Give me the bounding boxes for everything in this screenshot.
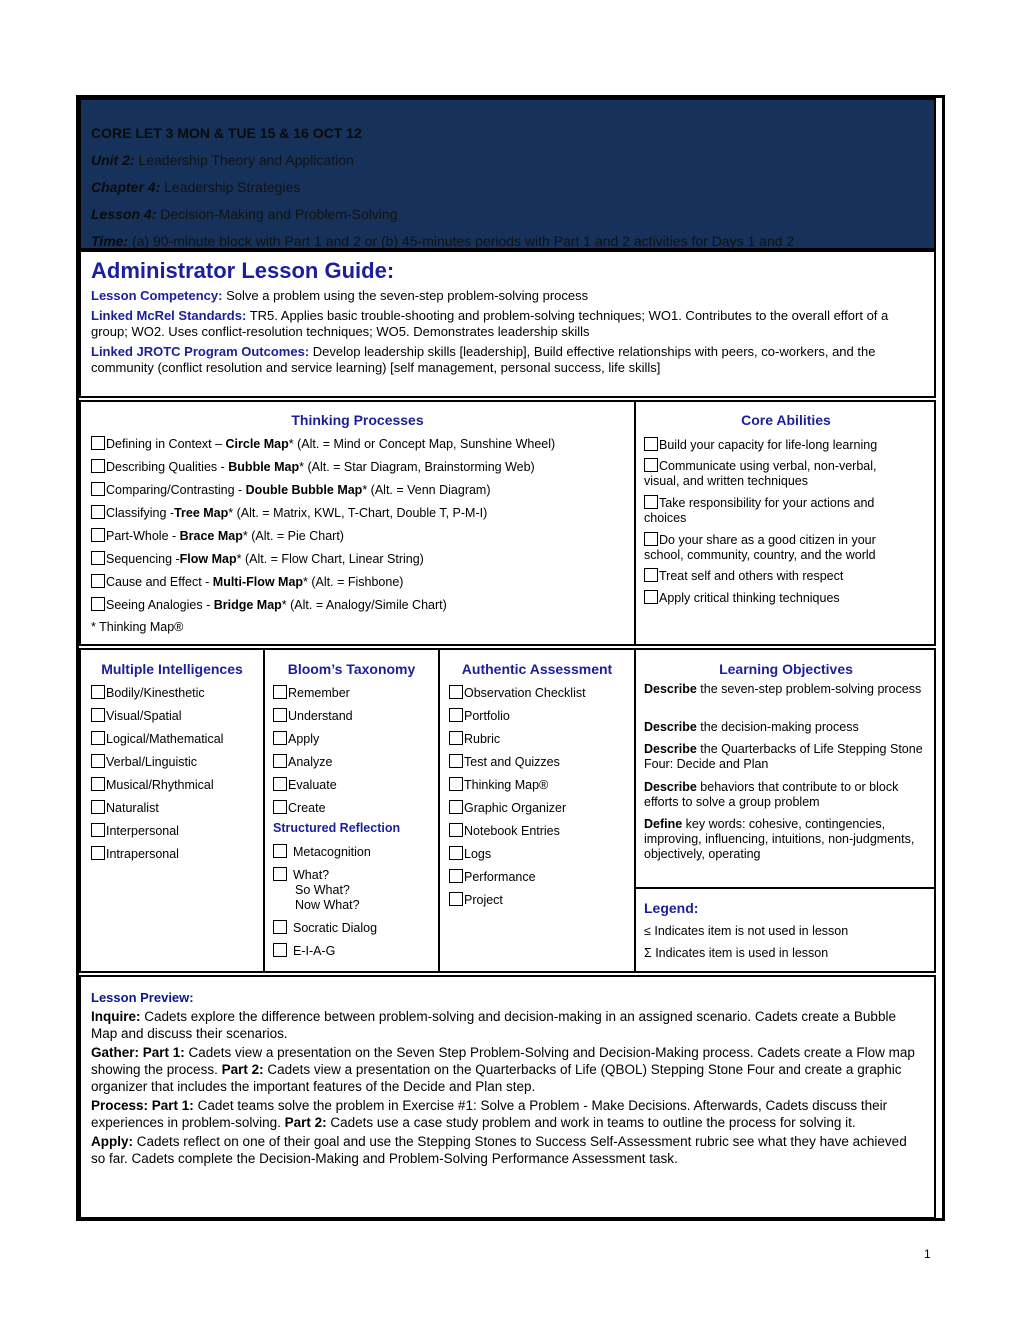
checkbox[interactable] — [449, 846, 463, 860]
assessment-item[interactable]: Test and Quizzes — [449, 754, 560, 770]
core-item[interactable]: Do your share as a good citizen in your school, community, country, and the world — [644, 533, 876, 562]
core-item[interactable]: Communicate using verbal, non-verbal, visual, and written techniques — [644, 459, 877, 488]
assessment-item[interactable]: Logs — [449, 846, 491, 862]
checkbox[interactable] — [273, 777, 287, 791]
checkbox[interactable] — [91, 685, 105, 699]
bloom-heading: Bloom’s Taxonomy — [287, 661, 416, 677]
assessment-item[interactable]: Graphic Organizer — [449, 800, 566, 816]
mi-item[interactable]: Verbal/Linguistic — [91, 754, 197, 770]
objective-item: Describe the Quarterbacks of Life Stepping Stone Four: Decide and Plan — [644, 742, 923, 771]
preview-gather: Gather: Part 1: Cadets view a presentation on the Seven Step Problem-Solving and Decision-Making process. Cadets create a Flow map showing the process. Part 2: Cadets view a presentation on the Quarterbacks of Life (QBOL) Stepping Stone Four and create a graphic organizer that includes the important features of the Decide and Plan step. — [91, 1045, 915, 1094]
checkbox[interactable] — [273, 844, 287, 858]
preview-process: Process: Part 1: Cadet teams solve the problem in Exercise #1: Solve a Problem - Make Decisions. Afterwards, Cadets discuss their experiences in problem-solving. Part 2: Cadets use a case study problem and work in teams to outline the process for solving it. — [91, 1098, 888, 1130]
bloom-item[interactable]: Understand — [273, 708, 353, 724]
competency-label: Lesson Competency: — [91, 288, 223, 303]
thinking-item[interactable]: Cause and Effect - Multi-Flow Map* (Alt. = Fishbone) — [91, 574, 403, 590]
admin-section — [79, 250, 936, 398]
reflection-heading: Structured Reflection — [273, 821, 401, 835]
chapter-text: Leadership Strategies — [164, 179, 301, 195]
mi-item[interactable]: Interpersonal — [91, 823, 179, 839]
legend-used: Σ Indicates item is used in lesson — [644, 946, 829, 960]
reflection-item[interactable]: E-I-A-G — [273, 943, 335, 959]
lesson-text: Decision-Making and Problem-Solving — [160, 206, 398, 222]
mi-item[interactable]: Musical/Rhythmical — [91, 777, 214, 793]
thinking-item[interactable]: Describing Qualities - Bubble Map* (Alt. = Star Diagram, Brainstorming Web) — [91, 459, 535, 475]
column-divider — [263, 650, 265, 971]
checkbox[interactable] — [91, 597, 105, 611]
thinking-item[interactable]: Comparing/Contrasting - Double Bubble Map* (Alt. = Venn Diagram) — [91, 482, 491, 498]
checkbox[interactable] — [91, 754, 105, 768]
checkbox[interactable] — [91, 505, 105, 519]
bloom-item[interactable]: Apply — [273, 731, 319, 747]
checkbox[interactable] — [644, 568, 658, 582]
lesson-guide-frame — [76, 95, 945, 1221]
preview-inquire: Inquire: Cadets explore the difference between problem-solving and decision-making in an assigned scenario. Cadets create a Bubble Map and discuss their scenarios. — [91, 1009, 896, 1041]
checkbox[interactable] — [91, 800, 105, 814]
checkbox[interactable] — [91, 551, 105, 565]
mi-item[interactable]: Bodily/Kinesthetic — [91, 685, 205, 701]
checkbox[interactable] — [91, 708, 105, 722]
checkbox[interactable] — [91, 436, 105, 450]
reflection-item[interactable]: Metacognition — [273, 844, 371, 860]
checkbox[interactable] — [449, 823, 463, 837]
checkbox[interactable] — [91, 528, 105, 542]
checkbox[interactable] — [449, 892, 463, 906]
preview-heading: Lesson Preview: — [91, 990, 194, 1005]
competency-text: Solve a problem using the seven-step problem-solving process — [226, 288, 589, 303]
checkbox[interactable] — [644, 495, 658, 509]
column-divider — [438, 650, 440, 971]
reflection-subitem: So What? — [295, 883, 350, 897]
mi-item[interactable]: Logical/Mathematical — [91, 731, 223, 747]
jrotc-label: Linked JROTC Program Outcomes: — [91, 344, 310, 359]
not-used-icon: ≤ — [644, 924, 651, 938]
core-heading: Core Abilities — [741, 412, 831, 428]
thinking-item[interactable]: Classifying -Tree Map* (Alt. = Matrix, KWL, T-Chart, Double T, P-M-I) — [91, 505, 487, 521]
checkbox[interactable] — [91, 777, 105, 791]
objectives-heading: Learning Objectives — [719, 661, 853, 677]
checkbox[interactable] — [273, 800, 287, 814]
checkbox[interactable] — [273, 731, 287, 745]
objective-item: Define key words: cohesive, contingencies, improving, influencing, intuitions, non-judgments, objectively, operating — [644, 817, 915, 861]
page-number: 1 — [924, 1247, 931, 1261]
assessment-item[interactable]: Portfolio — [449, 708, 510, 724]
thinking-item[interactable]: Part-Whole - Brace Map* (Alt. = Pie Chart) — [91, 528, 344, 544]
legend-not-used: ≤ Indicates item is not used in lesson — [644, 924, 849, 938]
checkbox[interactable] — [449, 777, 463, 791]
objective-item: Describe the decision-making process — [644, 720, 859, 734]
checkbox[interactable] — [644, 532, 658, 546]
checkbox[interactable] — [273, 920, 287, 934]
core-item[interactable]: Treat self and others with respect — [644, 568, 914, 584]
checkbox[interactable] — [644, 590, 658, 604]
checkbox[interactable] — [644, 437, 658, 451]
checkbox[interactable] — [91, 459, 105, 473]
thinking-item[interactable]: Defining in Context – Circle Map* (Alt. = Mind or Concept Map, Sunshine Wheel) — [91, 436, 555, 452]
preview-apply: Apply: Cadets reflect on one of their goal and use the Stepping Stones to Success Self-Assessment rubric see what they have achieved so far. Cadets complete the Decision-Making and Problem-Solving Performance Assessment task. — [91, 1134, 907, 1166]
lesson-preview-section — [79, 975, 936, 1219]
core-item[interactable]: Build your capacity for life-long learning — [644, 437, 914, 453]
bloom-item[interactable]: Remember — [273, 685, 350, 701]
time-text: (a) 90-minute block with Part 1 and 2 or (b) 45-minutes periods with Part 1 and 2 activities for Days 1 and 2 — [131, 233, 795, 249]
legend-heading: Legend: — [644, 900, 699, 916]
checkbox[interactable] — [449, 869, 463, 883]
checkbox[interactable] — [644, 458, 658, 472]
lesson-header — [79, 98, 936, 250]
core-item[interactable]: Take responsibility for your actions and choices — [644, 496, 875, 525]
course-line: CORE LET 3 MON & TUE 15 & 16 OCT 12 — [91, 125, 362, 141]
reflection-subitem: Now What? — [295, 898, 360, 912]
bloom-item[interactable]: Evaluate — [273, 777, 337, 793]
mcrel-text: TR5. Applies basic trouble-shooting and problem-solving techniques; WO1. Contributes to the overall effort of a group; WO2. Uses conflict-resolution techniques; WO5. Demonstrates leadership skills — [91, 308, 889, 339]
unit-line — [91, 147, 934, 174]
checkbox[interactable] — [449, 731, 463, 745]
checkbox[interactable] — [91, 731, 105, 745]
intelligences-section — [79, 648, 936, 973]
chapter-line — [91, 174, 934, 201]
checkbox[interactable] — [91, 846, 105, 860]
mi-item[interactable]: Naturalist — [91, 800, 159, 816]
jrotc-outcomes — [91, 344, 924, 376]
checkbox[interactable] — [273, 943, 287, 957]
checkbox[interactable] — [273, 867, 287, 881]
column-divider — [634, 650, 636, 971]
assessment-item[interactable]: Notebook Entries — [449, 823, 560, 839]
checkbox[interactable] — [273, 685, 287, 699]
checkbox[interactable] — [91, 482, 105, 496]
checkbox[interactable] — [91, 823, 105, 837]
checkbox[interactable] — [91, 574, 105, 588]
jrotc-text: Develop leadership skills [leadership], Build effective relationships with peers, co-workers, and the community (conflict resolution and service learning) [self management, personal success, life skills] — [91, 344, 876, 375]
legend-divider — [634, 887, 936, 889]
assessment-item[interactable]: Thinking Map® — [449, 777, 548, 793]
assessment-item[interactable]: Project — [449, 892, 503, 908]
checkbox[interactable] — [449, 708, 463, 722]
checkbox[interactable] — [273, 754, 287, 768]
thinking-item[interactable]: Seeing Analogies - Bridge Map* (Alt. = Analogy/Simile Chart) — [91, 597, 447, 613]
objective-item: Describe behaviors that contribute to or block efforts to solve a group problem — [644, 780, 899, 809]
bloom-item[interactable]: Analyze — [273, 754, 332, 770]
page-title: Administrator Lesson Guide: — [91, 258, 395, 283]
competency — [91, 288, 924, 304]
checkbox[interactable] — [449, 800, 463, 814]
used-icon: Σ — [644, 946, 652, 960]
column-divider — [634, 402, 636, 644]
checkbox[interactable] — [449, 754, 463, 768]
assessment-item[interactable]: Rubric — [449, 731, 500, 747]
time-label: Time: — [91, 233, 129, 249]
lesson-line — [91, 201, 934, 228]
checkbox[interactable] — [273, 708, 287, 722]
mi-item[interactable]: Visual/Spatial — [91, 708, 182, 724]
mi-item[interactable]: Intrapersonal — [91, 846, 179, 862]
bloom-item[interactable]: Create — [273, 800, 326, 816]
assessment-item[interactable]: Observation Checklist — [449, 685, 586, 701]
thinking-core-section — [79, 400, 936, 646]
thinking-item[interactable]: Sequencing -Flow Map* (Alt. = Flow Chart, Linear String) — [91, 551, 424, 567]
checkbox[interactable] — [449, 685, 463, 699]
mcrel-label: Linked McRel Standards: — [91, 308, 247, 323]
mi-heading: Multiple Intelligences — [101, 661, 243, 677]
auth-heading: Authentic Assessment — [461, 661, 613, 677]
mcrel-standards — [91, 308, 924, 340]
thinking-footnote: * Thinking Map® — [91, 620, 184, 634]
chapter-label: Chapter 4: — [91, 179, 161, 195]
unit-label: Unit 2: — [91, 152, 135, 168]
core-item[interactable]: Apply critical thinking techniques — [644, 590, 914, 606]
lesson-label: Lesson 4: — [91, 206, 157, 222]
objective-item: Describe the seven-step problem-solving process — [644, 682, 922, 696]
reflection-item[interactable]: Socratic Dialog — [273, 920, 377, 936]
unit-text: Leadership Theory and Application — [138, 152, 354, 168]
assessment-item[interactable]: Performance — [449, 869, 536, 885]
thinking-heading: Thinking Processes — [291, 412, 424, 428]
reflection-item[interactable]: What? — [273, 867, 329, 883]
